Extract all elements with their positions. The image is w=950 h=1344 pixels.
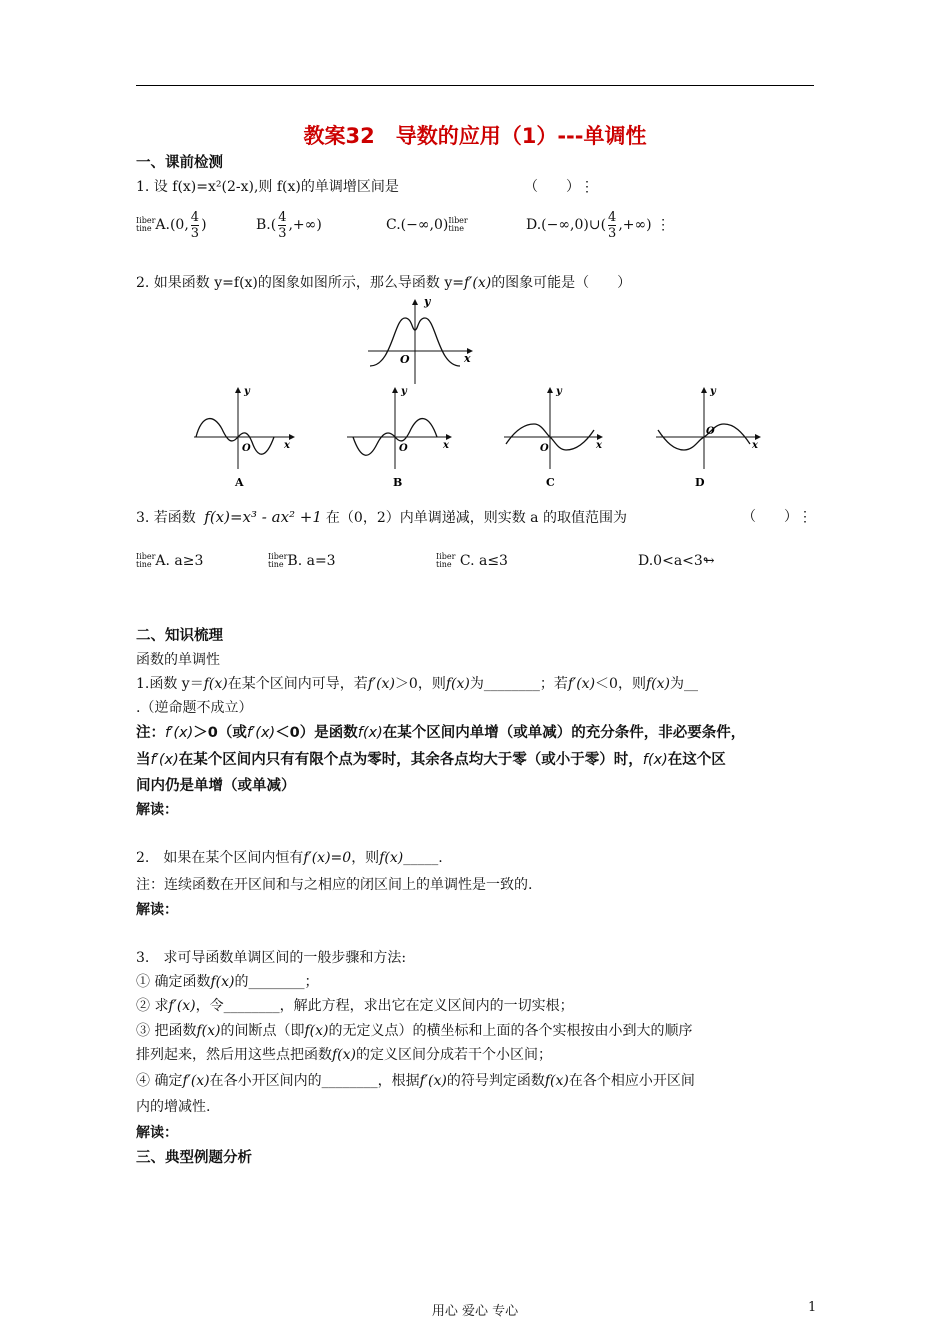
axis-y-label: y [424, 296, 431, 308]
knowledge-point-3: 3. 求可导函数单调区间的一般步骤和方法: [136, 950, 407, 966]
note-3: 间内仍是单增（或单减） [136, 778, 296, 794]
axis-x-label: x [464, 352, 471, 365]
garble-mark: Iiber tine [436, 552, 456, 569]
header-rule [136, 85, 814, 86]
note-4: 注：连续函数在开区间和与之相应的闭区间上的单调性是一致的. [136, 877, 533, 893]
garble-mark: Iiber tine [448, 216, 468, 233]
graph-d [652, 384, 767, 490]
graph-c [500, 384, 610, 490]
axis-y-label: y [401, 386, 407, 397]
main-function-graph [360, 296, 480, 388]
garble-mark: Iiber tine [136, 216, 156, 233]
step-3: ③ 把函数f(x)的间断点（即f(x)的无定义点）的横坐标和上面的各个实根按由小到大的顺序 [136, 1023, 693, 1039]
note-2: 当f′(x)在某个区间内只有有限个点为零时，其余各点均大于零（或小于零）时，f(x)在这个区 [136, 752, 726, 768]
axis-x-label: x [284, 440, 290, 451]
q3-formula: f(x)=x³ - ax² +1 [204, 508, 322, 526]
origin-label: O [399, 443, 408, 454]
graph-b-label: B [393, 476, 403, 489]
jiedu-2: 解读： [136, 902, 178, 918]
origin-label: O [400, 353, 410, 366]
section-heading-2: 二、知识梳理 [136, 628, 223, 644]
q1-options: Iiber tine A.(0, $\frac{4}{3}$ ) [136, 209, 207, 241]
q3-option-a: Iiber tine A. a≥3 [136, 552, 204, 569]
step-3-cont: 排列起来，然后用这些点把函数f(x)的定义区间分成若干个小区间； [136, 1047, 553, 1063]
step-1: ① 确定函数f(x)的________； [136, 974, 319, 990]
footer-text: 用心 爱心 专心 [431, 1304, 519, 1319]
jiedu-3: 解读： [136, 1125, 178, 1141]
step-2: ② 求f′(x)，令________，解此方程，求出它在定义区间内的一切实根； [136, 998, 574, 1014]
q1-paren: （ ）⋮ [524, 179, 594, 195]
axis-x-label: x [596, 440, 602, 451]
garble-mark: Iiber tine [136, 552, 156, 569]
graph-curve [196, 419, 274, 455]
graph-c-label: C [546, 476, 555, 489]
fraction: $\frac{4}{3}$ [190, 209, 200, 241]
axis-y-label: y [710, 386, 716, 397]
q3-option-d: D.0<a<3↬ [638, 553, 715, 569]
garble-mark: Iiber tine [268, 552, 288, 569]
note-1: 注：f′(x)＞0（或f′(x)＜0）是函数f(x)在某个区间内单增（或单减）的充分条件，非必要条件， [136, 725, 746, 741]
knowledge-point-1: 1.函数 y＝f(x)在某个区间内可导，若f′(x)＞0，则f(x)为________；若f′(x)＜0，则f(x)为__ [136, 676, 698, 692]
fraction: $\frac{4}{3}$ [278, 209, 287, 241]
section-heading-3: 三、典型例题分析 [136, 1150, 252, 1166]
page-title: 教案32 导数的应用（1）---单调性 [303, 124, 647, 148]
step-4-cont: 内的增减性. [136, 1099, 211, 1115]
step-4: ④ 确定f′(x)在各小开区间内的________，根据f′(x)的符号判定函数f(x)在各个相应小开区间 [136, 1073, 695, 1089]
knowledge-point-2: 2. 如果在某个区间内恒有f′(x)=0，则f(x)_____. [136, 850, 443, 866]
origin-label: O [540, 443, 549, 454]
page-number: 1 [808, 1300, 817, 1315]
q1-option-d: D.(−∞,0)∪( $\frac{4}{3}$ ,+∞) ⋮ [526, 209, 671, 241]
graph-a-label: A [235, 476, 244, 489]
q3-option-c: Iiber tine C. a≤3 [436, 552, 508, 569]
origin-label: O [706, 426, 715, 437]
q3-paren: （ ）⋮ [742, 509, 812, 525]
jiedu-1: 解读： [136, 802, 178, 818]
origin-label: O [242, 443, 251, 454]
knowledge-point-1-cont: .（逆命题不成立） [136, 700, 253, 716]
q2-stem: 2. 如果函数 y=f(x)的图象如图所示，那么导函数 y=f′(x)的图象可能是（ ） [136, 275, 632, 291]
q3-option-b: Iiber tine B. a=3 [268, 552, 336, 569]
axis-x-label: x [752, 440, 758, 451]
graph-d-label: D [695, 476, 705, 489]
graph-b [343, 384, 458, 490]
axis-y-label: y [244, 386, 250, 397]
q1-stem: 1. 设 f(x)=x²(2-x),则 f(x)的单调增区间是 [136, 179, 399, 195]
monotonicity-subtitle: 函数的单调性 [136, 652, 220, 668]
q3-stem: 3. 若函数 f(x)=x³ - ax² +1 在（0，2）内单调递减，则实数 a 的取值范围为 [136, 508, 627, 526]
axis-x-label: x [443, 440, 449, 451]
graph-a [190, 384, 300, 490]
section-heading-1: 一、课前检测 [136, 155, 223, 171]
axis-y-label: y [556, 386, 562, 397]
q1-option-b: B.( $\frac{4}{3}$ ,+∞) [256, 209, 322, 241]
fraction: $\frac{4}{3}$ [608, 209, 617, 241]
q1-option-c: C.(−∞,0)Iiber tine [386, 216, 468, 233]
